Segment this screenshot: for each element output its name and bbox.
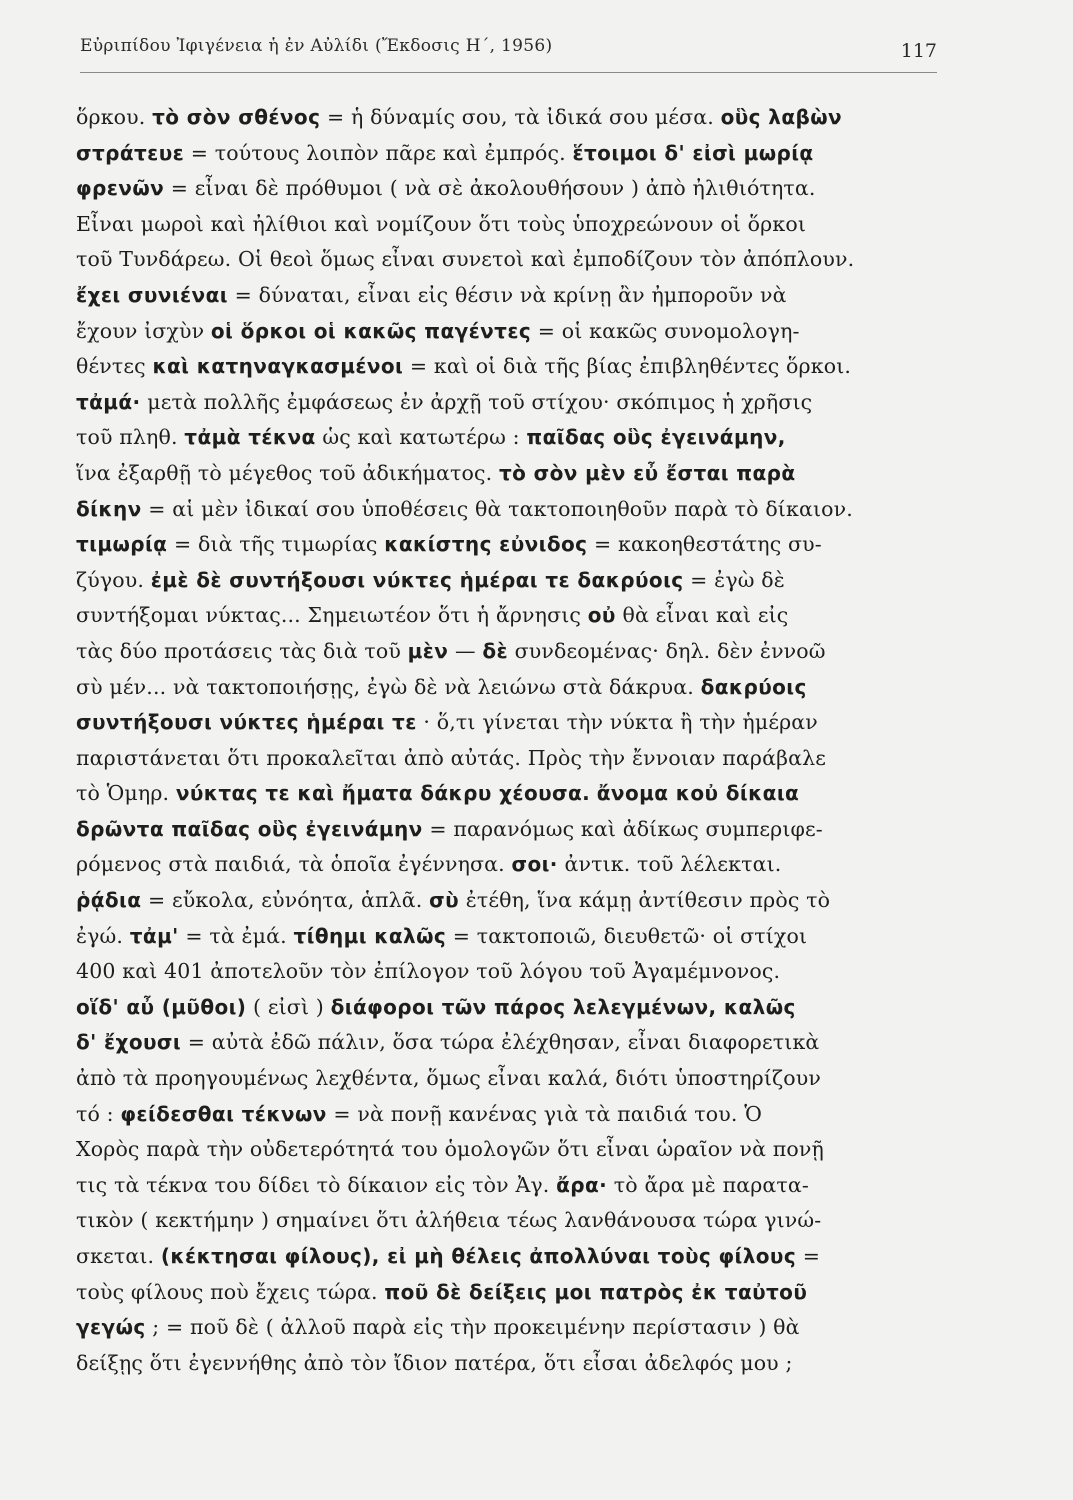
running-title: Εὐριπίδου Ἰφιγένεια ἡ ἐν Αὐλίδι (Ἔκδοσις Η΄, 1956) [80, 36, 553, 56]
gloss: ( εἰσὶ ) [246, 994, 331, 1019]
lemma: δίκην [76, 496, 142, 521]
gloss: = ἡ δύναμίς σου, τὰ ἰδικά σου μέσα. [320, 105, 721, 129]
gloss: ὡς καὶ κατωτέρω : [315, 425, 527, 450]
lemma: τὸ σὸν μὲν εὖ ἔσται παρὰ [498, 460, 796, 485]
text-line [76, 1132, 946, 1168]
gloss: ἀπὸ τὰ προηγουμένως λεχθέντα, ὅμως εἶναι καλά, διότι ὑποστηρίζουν [76, 1066, 822, 1091]
text-line [76, 563, 946, 599]
gloss: = παρανόμως καὶ ἀδίκως συμπεριφε- [422, 816, 823, 841]
gloss: συντήξομαι νύκτας... Σημειωτέον ὅτι ἡ ἄρνησις [76, 603, 588, 628]
text-line [76, 385, 946, 421]
text-line [76, 1168, 946, 1204]
gloss: τοὺς φίλους ποὺ ἔχεις τώρα. [76, 1279, 385, 1304]
gloss: = τούτους λοιπὸν πᾶρε καὶ ἐμπρός. [184, 140, 573, 165]
lemma: διάφοροι τῶν πάρος λελεγμένων, καλῶς [330, 994, 796, 1019]
lemma: ἐμὲ δὲ συντήξουσι νύκτες ἡμέραι τε δακρύοις [150, 567, 684, 592]
gloss: = εὔκολα, εὐνόητα, ἁπλᾶ. [141, 888, 430, 913]
gloss: ἐτέθη, ἵνα κάμῃ ἀντίθεσιν πρὸς τὸ [459, 888, 831, 913]
lemma: νύκτας τε καὶ ἤματα δάκρυ χέουσα. [175, 781, 591, 806]
gloss: μετὰ πολλῆς ἐμφάσεως ἐν ἀρχῇ τοῦ στίχου· σκόπιμος ἡ χρῆσις [140, 389, 813, 414]
text-line [76, 349, 946, 385]
lemma: παῖδας οὓς ἐγεινάμην, [526, 425, 786, 450]
lemma: οὓς λαβὼν [720, 105, 843, 129]
lemma: δὲ [482, 638, 508, 663]
gloss: θέντες [76, 354, 153, 379]
gloss: ἀντικ. τοῦ λέλεκται. [557, 852, 782, 877]
gloss: τὰς δύο προτάσεις τὰς διὰ τοῦ [76, 638, 408, 663]
text-line [76, 1025, 946, 1061]
text-line [76, 919, 946, 955]
gloss: τὸ Ὁμηρ. [76, 781, 176, 806]
gloss: Εἶναι μωροὶ καὶ ἠλίθιοι καὶ νομίζουν ὅτι τοὺς ὑποχρεώνουν οἱ ὅρκοι [76, 211, 807, 236]
gloss: = ἐγὼ δὲ [683, 567, 785, 592]
lemma: σοι· [511, 852, 558, 877]
text-line [76, 207, 946, 243]
text-line [76, 492, 946, 528]
gloss: τοῦ Τυνδάρεω. Οἱ θεοὶ ὅμως εἶναι συνετοὶ καὶ ἐμποδίζουν τὸν ἀπόπλουν. [76, 247, 855, 272]
gloss: ρόμενος στὰ παιδιά, τὰ ὁποῖα ἐγέννησα. [76, 852, 512, 877]
text-line [76, 1275, 946, 1311]
gloss: δείξῃς ὅτι ἐγεννήθης ἀπὸ τὸν ἴδιον πατέρα, ὅτι εἶσαι ἀδελφός μου ; [76, 1350, 793, 1375]
text-line [76, 1239, 946, 1275]
lemma: φρενῶν [76, 176, 165, 201]
text-line [76, 741, 946, 777]
lemma: οἵδ' αὖ (μῦθοι) [76, 994, 247, 1019]
text-line [76, 420, 946, 456]
gloss: ἐγώ. [76, 923, 130, 948]
lemma: τίθημι καλῶς [293, 923, 447, 948]
gloss: = οἱ κακῶς συνομολογη- [531, 318, 800, 343]
text-line [76, 847, 946, 883]
text-line [76, 812, 946, 848]
commentary-text [76, 100, 946, 1381]
gloss: — [448, 638, 483, 663]
gloss: = εἶναι δὲ πρόθυμοι ( νὰ σὲ ἀκολουθήσουν ) ἀπὸ ἠλιθιότητα. [164, 176, 816, 201]
gloss: · ὅ,τι γίνεται τὴν νύκτα ἢ τὴν ἡμέραν [416, 710, 818, 735]
lemma: δακρύοις [700, 674, 807, 699]
lemma: δ' ἔχουσι [76, 1030, 182, 1055]
gloss: συνδεομένας· δηλ. δὲν ἐννοῶ [508, 638, 826, 663]
lemma: ῥᾴδια [76, 888, 142, 913]
gloss: τοῦ πληθ. [76, 425, 185, 450]
lemma: μὲν [407, 638, 449, 663]
lemma: οὐ [587, 603, 616, 628]
gloss [590, 781, 597, 805]
lemma: ἄρα· [556, 1172, 608, 1197]
text-line [76, 776, 946, 812]
lemma: ἕτοιμοι δ' εἰσὶ μωρίᾳ [572, 140, 814, 165]
gloss: τὸ ἄρα μὲ παρατα- [607, 1172, 809, 1197]
gloss: = διὰ τῆς τιμωρίας [167, 532, 385, 557]
lemma: κακίστης εὐνιδος [384, 532, 588, 557]
text-line [76, 705, 946, 741]
gloss: ἵνα ἐξαρθῇ τὸ μέγεθος τοῦ ἀδικήματος. [76, 460, 499, 485]
text-line [76, 136, 946, 172]
lemma: τὸ σὸν σθένος [152, 105, 321, 129]
text-line [76, 1346, 946, 1382]
gloss: παριστάνεται ὅτι προκαλεῖται ἀπὸ αὐτάς. Πρὸς τὴν ἔννοιαν παράβαλε [76, 745, 827, 770]
text-line [76, 1203, 946, 1239]
lemma: σὺ [429, 888, 460, 913]
text-line [76, 598, 946, 634]
lemma: ἔχει συνιέναι [76, 282, 228, 307]
text-line [76, 634, 946, 670]
lemma: καὶ κατηναγκασμένοι [152, 354, 404, 379]
text-line [76, 100, 946, 136]
gloss: θὰ εἶναι καὶ εἰς [615, 603, 789, 628]
text-line [76, 314, 946, 350]
lemma: τιμωρίᾳ [76, 532, 168, 557]
gloss: = δύναται, εἶναι εἰς θέσιν νὰ κρίνῃ ἂν ἠμποροῦν νὰ [227, 282, 787, 307]
gloss: = καὶ οἱ διὰ τῆς βίας ἐπιβληθέντες ὅρκοι. [403, 354, 852, 379]
gloss: τό : [76, 1101, 121, 1126]
text-line [76, 242, 946, 278]
gloss: = νὰ πονῇ κανένας γιὰ τὰ παιδιά του. Ὁ [326, 1101, 763, 1126]
gloss: σκεται. [76, 1244, 161, 1268]
lemma: τἀμά· [76, 389, 141, 414]
gloss: ζύγου. [76, 567, 151, 592]
lemma: ἄνομα κοὐ δίκαια [596, 781, 800, 806]
lemma: (κέκτησαι φίλους), εἰ μὴ θέλεις ἀπολλύναι τοὺς φίλους [160, 1244, 797, 1268]
text-line [76, 278, 946, 314]
text-line [76, 171, 946, 207]
text-line [76, 670, 946, 706]
lemma: στράτευε [76, 140, 185, 165]
gloss: = τακτοποιῶ, διευθετῶ· οἱ στίχοι [446, 923, 808, 948]
lemma: τἀμ' [129, 923, 179, 948]
lemma: συντήξουσι νύκτες ἡμέραι τε [76, 710, 417, 735]
text-line [76, 954, 946, 990]
gloss: ὅρκου. [76, 105, 153, 129]
gloss: ; = ποῦ δὲ ( ἀλλοῦ παρὰ εἰς τὴν προκειμένην περίστασιν ) θὰ [145, 1315, 800, 1340]
gloss: τικὸν ( κεκτήμην ) σημαίνει ὅτι ἀλήθεια τέως λανθάνουσα τώρα γινώ- [76, 1208, 822, 1233]
text-line [76, 1097, 946, 1133]
gloss: τις τὰ τέκνα του δίδει τὸ δίκαιον εἰς τὸν Ἀγ. [76, 1172, 557, 1197]
lemma: γεγώς [76, 1315, 146, 1340]
lemma: δρῶντα παῖδας οὓς ἐγεινάμην [76, 816, 423, 841]
gloss: = αἱ μὲν ἰδικαί σου ὑποθέσεις θὰ τακτοποιηθοῦν παρὰ τὸ δίκαιον. [141, 496, 853, 521]
text-line [76, 990, 946, 1026]
gloss: = τὰ ἐμά. [178, 923, 294, 948]
page-number: 117 [900, 40, 937, 62]
gloss: = αὐτὰ ἐδῶ πάλιν, ὅσα τώρα ἐλέχθησαν, εἶναι διαφορετικὰ [181, 1030, 820, 1055]
header-rule [80, 72, 937, 73]
gloss: ἔχουν ἰσχὺν [76, 318, 211, 343]
text-line [76, 456, 946, 492]
lemma: ποῦ δὲ δείξεις μοι πατρὸς ἐκ ταὐτοῦ [384, 1279, 808, 1304]
gloss: σὺ μέν... νὰ τακτοποιήσῃς, ἐγὼ δὲ νὰ λειώνω στὰ δάκρυα. [76, 674, 701, 699]
gloss: Χορὸς παρὰ τὴν οὐδετερότητά του ὁμολογῶν ὅτι εἶναι ὡραῖον νὰ πονῇ [76, 1137, 824, 1162]
text-line [76, 1061, 946, 1097]
lemma: οἱ ὅρκοι οἱ κακῶς παγέντες [210, 318, 532, 343]
gloss: = κακοηθεστάτης συ- [587, 532, 822, 557]
gloss: = [796, 1244, 821, 1268]
text-line [76, 883, 946, 919]
lemma: τἀμὰ τέκνα [184, 425, 316, 450]
text-line [76, 1310, 946, 1346]
lemma: φείδεσθαι τέκνων [120, 1101, 327, 1126]
text-line [76, 527, 946, 563]
gloss: 400 καὶ 401 ἀποτελοῦν τὸν ἐπίλογον τοῦ λόγου τοῦ Ἀγαμέμνονος. [76, 959, 781, 984]
